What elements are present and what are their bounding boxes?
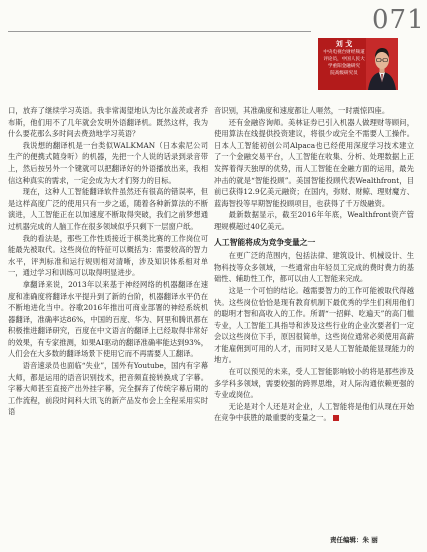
author-info xyxy=(322,40,366,77)
paragraph-text: 现在，这种人工智能翻译软件虽然还有很高的错误率，但是这样高度广泛的使用只有一步之遥，随着各种新算法的不断演进，人工智能正在以加速度不断取得突破，我们之前梦想通过机器完成的人脑工作在很多领域似乎只剩下一层窗户纸。 xyxy=(8,187,208,231)
author-title-line: 评论员，中国人民大 xyxy=(323,57,365,62)
paragraph-text: 拿翻译来说，2013年以来基于神经网络的机器翻译在速度和准确度将翻译水平提升到了新的台阶，机器翻译水平仍在不断地进化当中。谷歌2016年推出可商业部署的神经系统机器翻译，准确率达86%，中国的百度、华为、阿里和腾讯都在积极推进翻译研究，百度在中文语言的翻译上已经取得非常好的效果，有专家推测，如果AI驱动的翻译准确率能达到93%，人们会在大多数的翻译场景下使用它而不再需要人工翻译。 xyxy=(8,279,208,359)
paragraph-text: 无论是对个人还是对企业，人工智能将是他们从现在开始在竞争中获胜的最重要的变量之一。 xyxy=(214,401,414,423)
article-paragraph xyxy=(214,105,414,117)
author-title-line: 中央电视台财经频道 xyxy=(323,50,365,55)
article-paragraph xyxy=(8,360,208,418)
article-paragraph xyxy=(8,105,208,140)
article-paragraph xyxy=(8,186,208,232)
article-paragraph xyxy=(214,209,414,232)
paragraph-text: 语音速录员也面临“失业”，国外有Youtube，国内有字幕大师，都是运用的语音识别技术，把音频直接转换成了字幕。字幕大师甚至直接产出外挂字幕，完全摒弃了传统字幕后期的工作流程，前段时间科大讯飞的新产品发布会上全程采用实时语 xyxy=(8,361,208,417)
author-name: 刘 戈 xyxy=(335,40,353,48)
article-paragraph xyxy=(8,279,208,360)
article-paragraph xyxy=(8,140,208,186)
author-portrait xyxy=(366,38,398,90)
article-left-column xyxy=(8,105,208,418)
article-paragraph xyxy=(214,117,414,210)
page-number: 071 xyxy=(372,5,425,35)
article-paragraph xyxy=(214,250,414,285)
author-title-line: 学重阳金融研究 xyxy=(327,64,361,69)
article-paragraph xyxy=(8,233,208,279)
paragraph-text: 口，放弃了继续学习英语。我非常渴望地认为比尔盖茨或者乔布斯，他们用不了几年就会发明外语翻译机。既然这样，我为什么要花那么多时间去费劲地学习英语？ xyxy=(8,106,208,139)
paragraph-text: 我的看法是，那些工作性质接近于棋类比赛的工作岗位可能最先被取代。这些岗位的特征可以概括为：需要较高的智力水平，评判标准和运行规则相对清晰，涉及知识体系相对单一，通过学习和训练可以取得明显进步。 xyxy=(8,233,208,278)
article-paragraph xyxy=(214,285,414,366)
article-paragraph xyxy=(214,401,414,424)
paragraph-text: 最新数据显示，截至2016年年底，Wealthfront资产管理规模超过40亿美元。 xyxy=(214,210,414,231)
author-title-line: 院高级研究员 xyxy=(330,71,358,76)
section-heading: 人工智能将成为竞争变量之一 xyxy=(214,237,316,247)
author-card xyxy=(318,38,398,90)
paragraph-text: 音识别，其准确度和速度都让人咂然，一时震惊四座。 xyxy=(214,106,390,115)
paragraph-text: 这是一个可怕的结论。越需要智力的工作可能被取代得越快。这些岗位恰恰是现有教育机制下最优秀的学生们利用他们的聪明才智和高收入的工作。所谓“一招鲜、吃遍天”的高门槛专业，人工智能工具指导和涉及这些行业的企业次要者们一定会以这些岗位下手，原因很简单，这些岗位通常必须使用高薪才能雇佣到可用的人才，而同时又是人工智能最能显现能力的地方。 xyxy=(214,285,414,365)
article-paragraph xyxy=(214,366,414,401)
article-right-column xyxy=(214,105,414,424)
editor-credit: 责任编辑：朱 丽 xyxy=(330,536,378,544)
paragraph-text: 在可以预见的未来，受人工智能影响较小的将是那些涉及多学科多领域，需要较强的跨界思维，对人际沟通依赖更强的专业或岗位。 xyxy=(214,367,414,400)
paragraph-text: 在更广泛的范围内，包括法律、建筑设计、机械设计、生物科技等众多领域，一些通常由年轻员工完成的费时费力的基础性、辅助性工作，都可以由人工智能来完成。 xyxy=(214,251,414,284)
end-square-icon xyxy=(333,415,339,421)
header-rule xyxy=(8,31,311,32)
paragraph-text: 我说想的翻译机是一台类似WALKMAN（日本索尼公司生产的便携式随身听）的机器，先把一个人说的话录到录音带上，然后按另外一个键就可以把翻译好的外语播放出来，我相信这种真实的需求，一定会成为大才们努力的目标。 xyxy=(8,140,208,185)
paragraph-text: 还有金融咨询师。美林证券已引入机器人做理财等顾问，使用算法在线提供投资建议，将很少或完全不需要人工操作。日本人工智能初创公司Alpaca也已经使用深度学习技术建立了一个金融交易平台，人工智能在收集、分析、处理数据上正发挥着得天独厚的优势，而人工智能在金融方面的运用，最先冲击的就是“智能投顾”。美国智能投顾代表Wealthfront，目前已获得12.9亿美元融资；在国内，弥财、财鲸、理财魔方、蓝海智投等早期智能投顾项目，也获得了千万级融资。 xyxy=(214,117,414,208)
